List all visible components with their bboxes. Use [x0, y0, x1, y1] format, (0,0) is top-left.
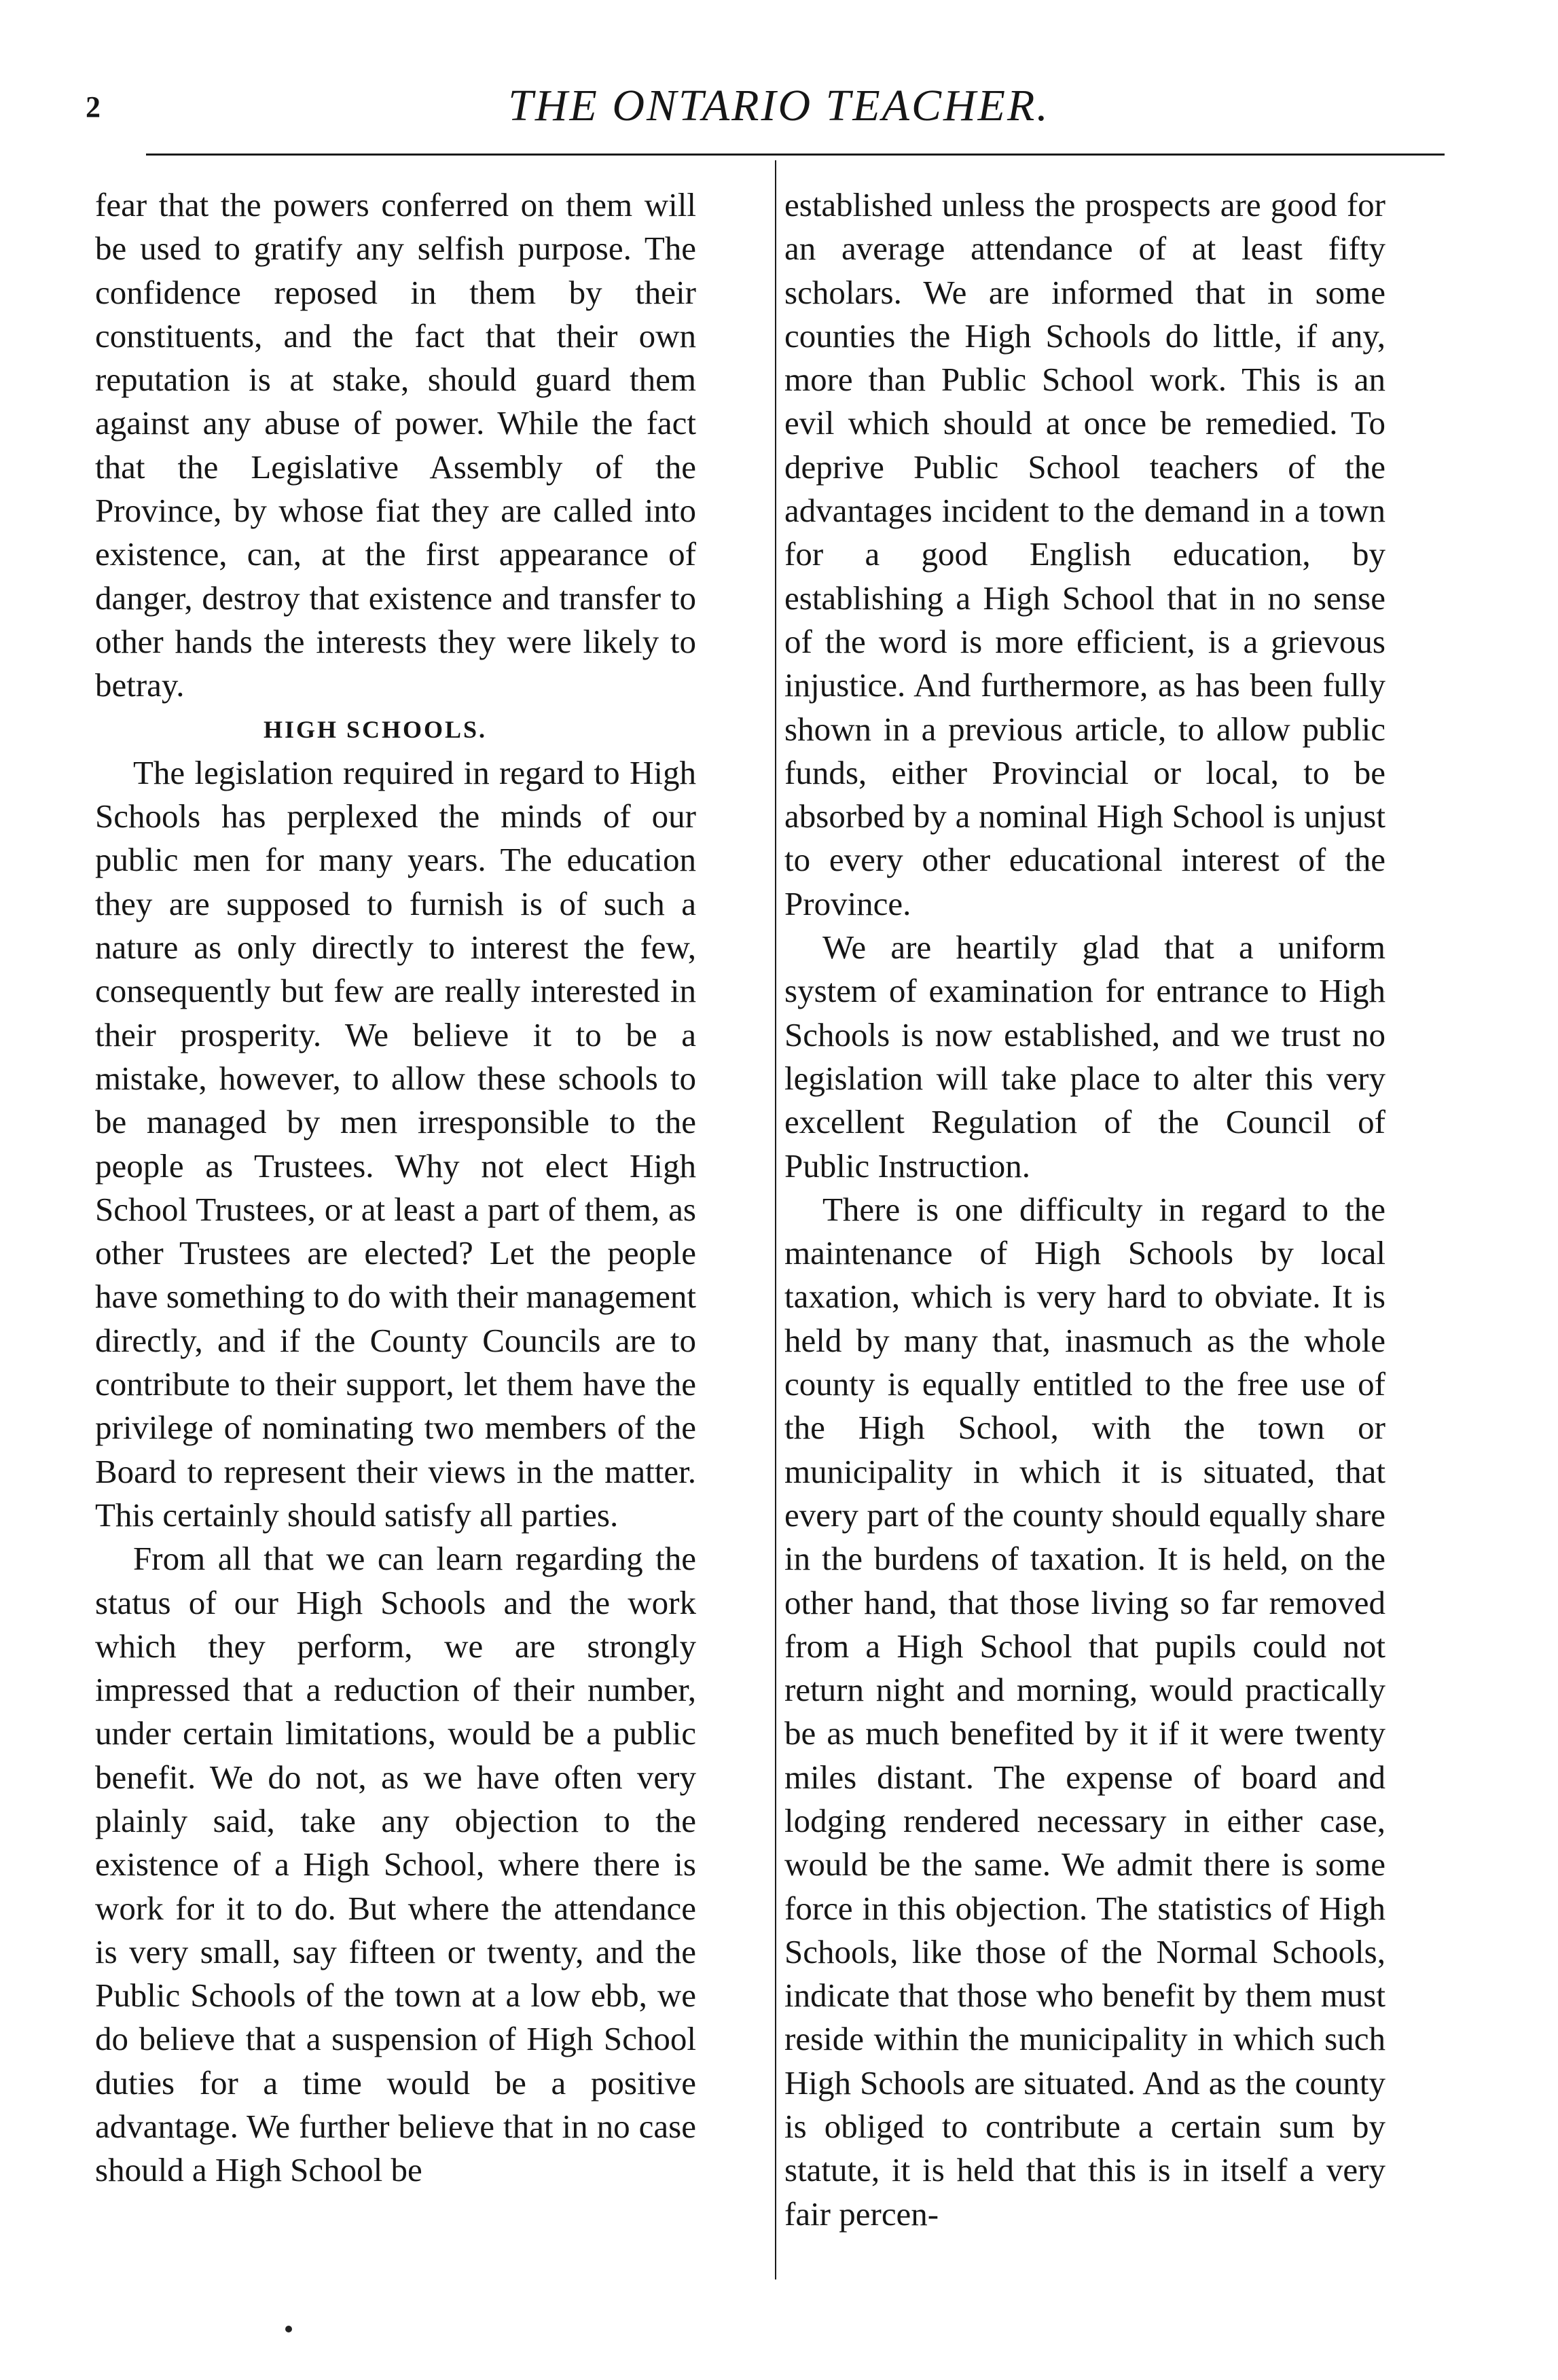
paragraph: established unless the prospects are good for an average attendance of at least fifty scholars. We are informed that in some counties the High Schools do little, if any, more than Public School work. This is an evil which should at once be remedied. To deprive Public School teachers of the advantages incident to the demand in a town for a good English education, by establishing a High School that in no sense of the word is more efficient, is a grievous injustice. And furthermore, as has been fully shown in a previous article, to allow public funds, either Provincial or local, to be absorbed by a nominal High School is unjust to every other educational interest of the Province.	[784, 186, 1385, 922]
paragraph: The legislation required in regard to High Schools has perplexed the minds of our public men for many years. The education they are supposed to furnish is of such a nature as only directly to interest the few, consequently but few are really interested in their prosperity. We believe it to be a mistake, however, to allow these schools to be managed by men irresponsible to the people as Trustees. Why not elect High School Trustees, or at least a part of them, as other Trustees are elected? Let the people have something to do with their management directly, and if the County Councils are to contribute to their support, let them have the privilege of nominating two members of the Board to represent their views in the matter. This certainly should satisfy all parties.	[95, 753, 696, 1534]
left-column	[95, 183, 696, 2193]
right-column	[784, 183, 1385, 2236]
ink-dot	[285, 2326, 292, 2332]
header-rule	[146, 154, 1445, 156]
page-number: 2	[86, 90, 101, 124]
paragraph: There is one difficulty in regard to the maintenance of High Schools by local taxation, which is very hard to obviate. It is held by many that, inasmuch as the whole county is equally entitled to the free use of the High School, with the town or municipality in which it is situated, that every part of the county should equally share in the burdens of taxation. It is held, on the other hand, that those living so far removed from a High School that pupils could not return night and morning, would practically be as much benefited by it if it were twenty miles distant. The expense of board and lodging rendered necessary in either case, would be the same. We admit there is some force in this objection. The statistics of High Schools, like those of the Normal Schools, indicate that those who benefit by them must reside within the municipality in which such High Schools are situated. And as the county is obliged to contribute a certain sum by statute, it is held that this is in itself a very fair percen-	[784, 1190, 1385, 2233]
column-divider	[775, 160, 776, 2279]
running-title: THE ONTARIO TEACHER.	[508, 81, 1050, 130]
section-heading: HIGH SCHOOLS.	[263, 715, 488, 743]
paragraph: fear that the powers conferred on them will be used to gratify any selfish purpose. The confidence reposed in them by their constituents, and the fact that their own reputation is at stake, should guard them against any abuse of power. While the fact that the Legislative Assembly of the Province, by whose fiat they are called into existence, can, at the first appearance of danger, destroy that existence and transfer to other hands the interests they were likely to betray.	[95, 186, 696, 704]
paragraph: From all that we can learn regarding the status of our High Schools and the work which they perform, we are strongly impressed that a reduction of their number, under certain limitations, would be a public benefit. We do not, as we have often very plainly said, take any objection to the existence of a High School, where there is work for it to do. But where the attendance is very small, say fifteen or twenty, and the Public Schools of the town at a low ebb, we do believe that a suspension of High School duties for a time would be a positive advantage. We further believe that in no case should a High School be	[95, 1540, 696, 2189]
paragraph: We are heartily glad that a uniform system of examination for entrance to High Schools is now established, and we trust no legislation will take place to alter this very excellent Regulation of the Council of Public Instruction.	[784, 928, 1385, 1185]
